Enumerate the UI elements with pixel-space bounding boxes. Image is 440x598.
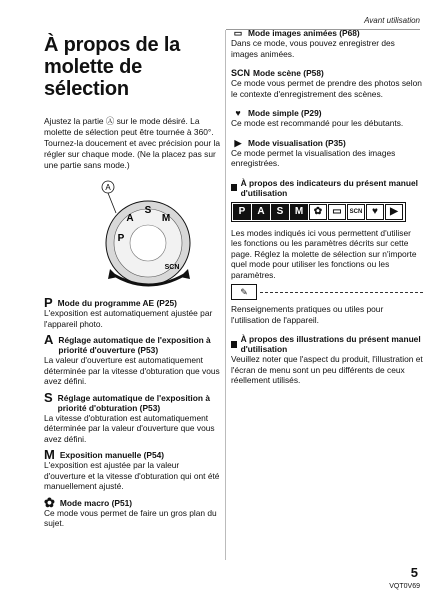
- mode-section: [231, 28, 423, 59]
- intro-text: Ajustez la partie Ⓐ sur le mode désiré. La molette de sélection peut être tournée à 360°. Tournez-la doucement et avec précision pour la régler sur chaque mode. (Ne la placez pas sur une partie sans mode.): [44, 116, 220, 170]
- mode-symbol-icon: P: [44, 295, 53, 310]
- bullet-square-icon: [231, 341, 237, 348]
- right-column: [231, 28, 423, 395]
- mode-heading: Exposition manuelle (P54): [59, 450, 165, 460]
- mode-description: Dans ce mode, vous pouvez enregistrer des images animées.: [231, 38, 395, 59]
- mode-section: [231, 68, 423, 99]
- mode-section: [231, 108, 423, 129]
- indicators-body: Les modes indiqués ici vous permettent d'utiliser les fonctions ou les paramètres décrits sur cette page. Réglez la molette de sélection sur n'importe quel mode pour utiliser les fonctions ou les paramètres.: [231, 227, 417, 280]
- bullet-square-icon: [231, 184, 237, 191]
- mode-badge-icon: P: [233, 204, 251, 220]
- mode-dial-icon: [44, 177, 220, 292]
- illustrations-heading: À propos des illustrations du présent manuel d'utilisation: [240, 334, 421, 354]
- indicators-section: [231, 178, 423, 326]
- illustrations-body: Veuillez noter que l'aspect du produit, l'illustration et l'écran de menu sont un peu différents de ceux réellement utilisés.: [231, 354, 423, 385]
- mode-badge-icon: S: [271, 204, 289, 220]
- mode-symbol-icon: ✿: [44, 494, 55, 510]
- dial-label-scn: SCN: [164, 264, 180, 271]
- mode-heading: Mode macro (P51): [59, 497, 133, 508]
- mode-symbol-icon: ♥: [235, 108, 241, 118]
- mode-description: Ce mode permet la visualisation des images enregistrées.: [231, 147, 396, 168]
- memo-icon: ✎: [231, 284, 257, 300]
- mode-section: [44, 494, 220, 529]
- mode-badge-icon: ♥: [366, 204, 384, 220]
- page-number: 5: [410, 565, 418, 580]
- note-marker: [231, 284, 423, 300]
- mode-symbol-icon: A: [44, 332, 54, 347]
- mode-heading: Mode scène (P58): [253, 68, 324, 78]
- mode-description: Ce mode vous permet de prendre des photos selon le contexte d'enregistrement des scènes.: [231, 78, 422, 99]
- mode-section: [44, 295, 220, 329]
- mode-heading: Réglage automatique de l'exposition à priorité d'ouverture (P53): [58, 335, 211, 355]
- dial-label-s: S: [144, 205, 152, 216]
- illustrations-section: [231, 334, 423, 386]
- mode-symbol-icon: S: [44, 389, 53, 405]
- mode-description: Ce mode vous permet de faire un gros plan du sujet.: [44, 507, 217, 528]
- left-column: [44, 34, 220, 529]
- mode-badge-icon: A: [252, 204, 270, 220]
- mode-section: [44, 332, 220, 387]
- mode-heading: Réglage automatique de l'exposition à priorité d'obturation (P53): [57, 392, 210, 413]
- indicators-heading: À propos des indicateurs du présent manuel d'utilisation: [240, 177, 418, 198]
- mode-badge-icon: ✿: [309, 204, 327, 220]
- page-title: À propos de la molette de sélection: [44, 34, 181, 100]
- mode-dial-illustration: [44, 177, 220, 292]
- mode-badge-icon: SCN: [347, 204, 365, 220]
- mode-heading: Mode simple (P29): [248, 108, 322, 118]
- mode-section: [44, 447, 220, 492]
- mode-description: La vitesse d'obturation est automatiquement déterminée par la valeur d'ouverture que vous avez défini.: [44, 412, 215, 444]
- mode-heading: Mode images animées (P68): [248, 28, 360, 38]
- dial-label-p: P: [117, 233, 125, 244]
- document-code: VQT0V69: [389, 583, 420, 590]
- mode-description: L'exposition est ajustée par la valeur d'ouverture et la vitesse d'obturation qui ont été manuellement ajusté.: [44, 460, 220, 491]
- column-divider: [225, 30, 226, 560]
- mode-description: Ce mode est recommandé pour les débutants.: [231, 118, 404, 128]
- mode-badge-icon: ▭: [328, 204, 346, 220]
- mode-section: [231, 138, 423, 169]
- mode-symbol-icon: M: [44, 447, 55, 462]
- dial-label-a: A: [126, 213, 134, 224]
- mode-symbol-icon: ▭: [233, 28, 243, 38]
- mode-symbol-icon: ▶: [234, 137, 242, 148]
- section-header: Avant utilisation: [364, 16, 420, 25]
- mode-section: [44, 389, 220, 445]
- note-dashed-line: [260, 292, 423, 293]
- dial-label-m: M: [161, 213, 171, 224]
- mode-description: La valeur d'ouverture est automatiquement déterminée par la vitesse d'obturation que vous avez défini.: [44, 355, 220, 386]
- mode-badge-row: [231, 202, 406, 222]
- dial-callout-label: A: [105, 183, 111, 192]
- mode-badge-icon: ▶: [385, 204, 403, 220]
- mode-heading: Mode du programme AE (P25): [57, 298, 177, 308]
- mode-description: L'exposition est automatiquement ajustée par l'appareil photo.: [44, 308, 213, 329]
- mode-badge-icon: M: [290, 204, 308, 220]
- note-text: Renseignements pratiques ou utiles pour l'utilisation de l'appareil.: [231, 304, 384, 325]
- mode-symbol-icon: SCN: [231, 68, 251, 78]
- mode-heading: Mode visualisation (P35): [248, 137, 346, 148]
